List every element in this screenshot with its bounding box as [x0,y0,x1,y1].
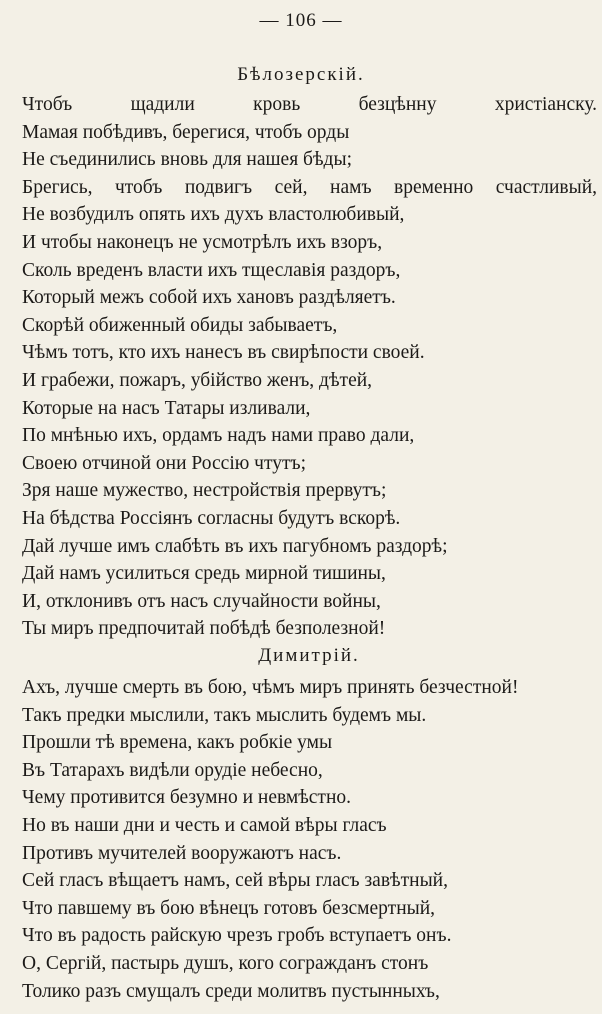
speaker-name-belozersky: Бѣлозерскій. [237,64,365,85]
verse-line: Толико разъ смущалъ среди молитвъ пустынныхъ, [22,980,440,1002]
verse-line: Которые на насъ Татары изливали, [22,397,311,419]
verse-line: Что павшему въ бою вѣнецъ готовъ безсмертный, [22,897,436,919]
verse-line: Сей гласъ вѣщаетъ намъ, сей вѣры гласъ завѣтный, [22,870,448,892]
verse-line: О, Сергій, пастырь душъ, кого согражданъ стонъ [22,952,429,974]
verse-line: И чтобы наконецъ не усмотрѣлъ ихъ взоръ, [22,231,383,253]
verse-block-dimitry [22,674,597,1005]
verse-line: Такъ предки мыслили, такъ мыслить будемъ мы. [22,704,427,726]
verse-line: Въ Татарахъ видѣли орудіе небесно, [22,759,323,781]
verse-line: Чему противится безумно и невмѣстно. [22,787,352,809]
verse-line: На бѣдства Россіянъ согласны будутъ вскорѣ. [22,507,401,529]
speaker-name-dimitry: Димитрій. [258,645,360,666]
verse-line: И грабежи, пожаръ, убійство женъ, дѣтей, [22,369,373,391]
verse-line: Чѣмъ тотъ, кто ихъ нанесъ въ свирѣпости своей. [22,342,425,364]
verse-line: Ты миръ предпочитай побѣдѣ безполезной! [22,618,386,640]
verse-line: Что въ радость райскую чрезъ гробъ вступаетъ онъ. [22,925,452,947]
verse-line: Своею отчиной они Россію чтутъ; [22,452,307,474]
verse-line: Скорѣй обиженный обиды забываетъ, [22,314,338,336]
verse-line: Прошли тѣ времена, какъ робкіе умы [22,732,333,754]
verse-line: Дай намъ усилиться средь мирной тишины, [22,563,386,585]
verse-line: Чтобъ щадили кровь безцѣнну христіанску. [22,94,597,115]
verse-line: Который межъ собой ихъ хановъ раздѣляетъ. [22,287,396,309]
verse-line: И, отклонивъ отъ насъ случайности войны, [22,590,381,612]
verse-line: По мнѣнью ихъ, ордамъ надъ нами право дали, [22,425,415,447]
verse-line: Но въ наши дни и честь и самой вѣры гласъ [22,814,387,836]
verse-line: Дай лучше имъ слабѣть въ ихъ пагубномъ раздорѣ; [22,535,448,557]
verse-line: Сколь вреденъ власти ихъ тщеславія раздоръ, [22,259,401,281]
verse-line: Не возбудилъ опять ихъ духъ властолюбивый, [22,204,405,226]
verse-block-belozersky [22,91,597,643]
page-number: — 106 — [259,10,343,31]
verse-line: Противъ мучителей вооружаютъ насъ. [22,842,342,864]
verse-line: Не съединились вновь для нашея бѣды; [22,149,352,171]
verse-line: Зря наше мужество, нестройствія прервутъ; [22,480,387,502]
verse-line: Брегись, чтобъ подвигъ сей, намъ временно счастливый, [22,176,597,198]
verse-line: Ахъ, лучше смерть въ бою, чѣмъ миръ принять безчестной! [22,677,519,698]
verse-line: Мамая побѣдивъ, берегися, чтобъ орды [22,121,350,143]
